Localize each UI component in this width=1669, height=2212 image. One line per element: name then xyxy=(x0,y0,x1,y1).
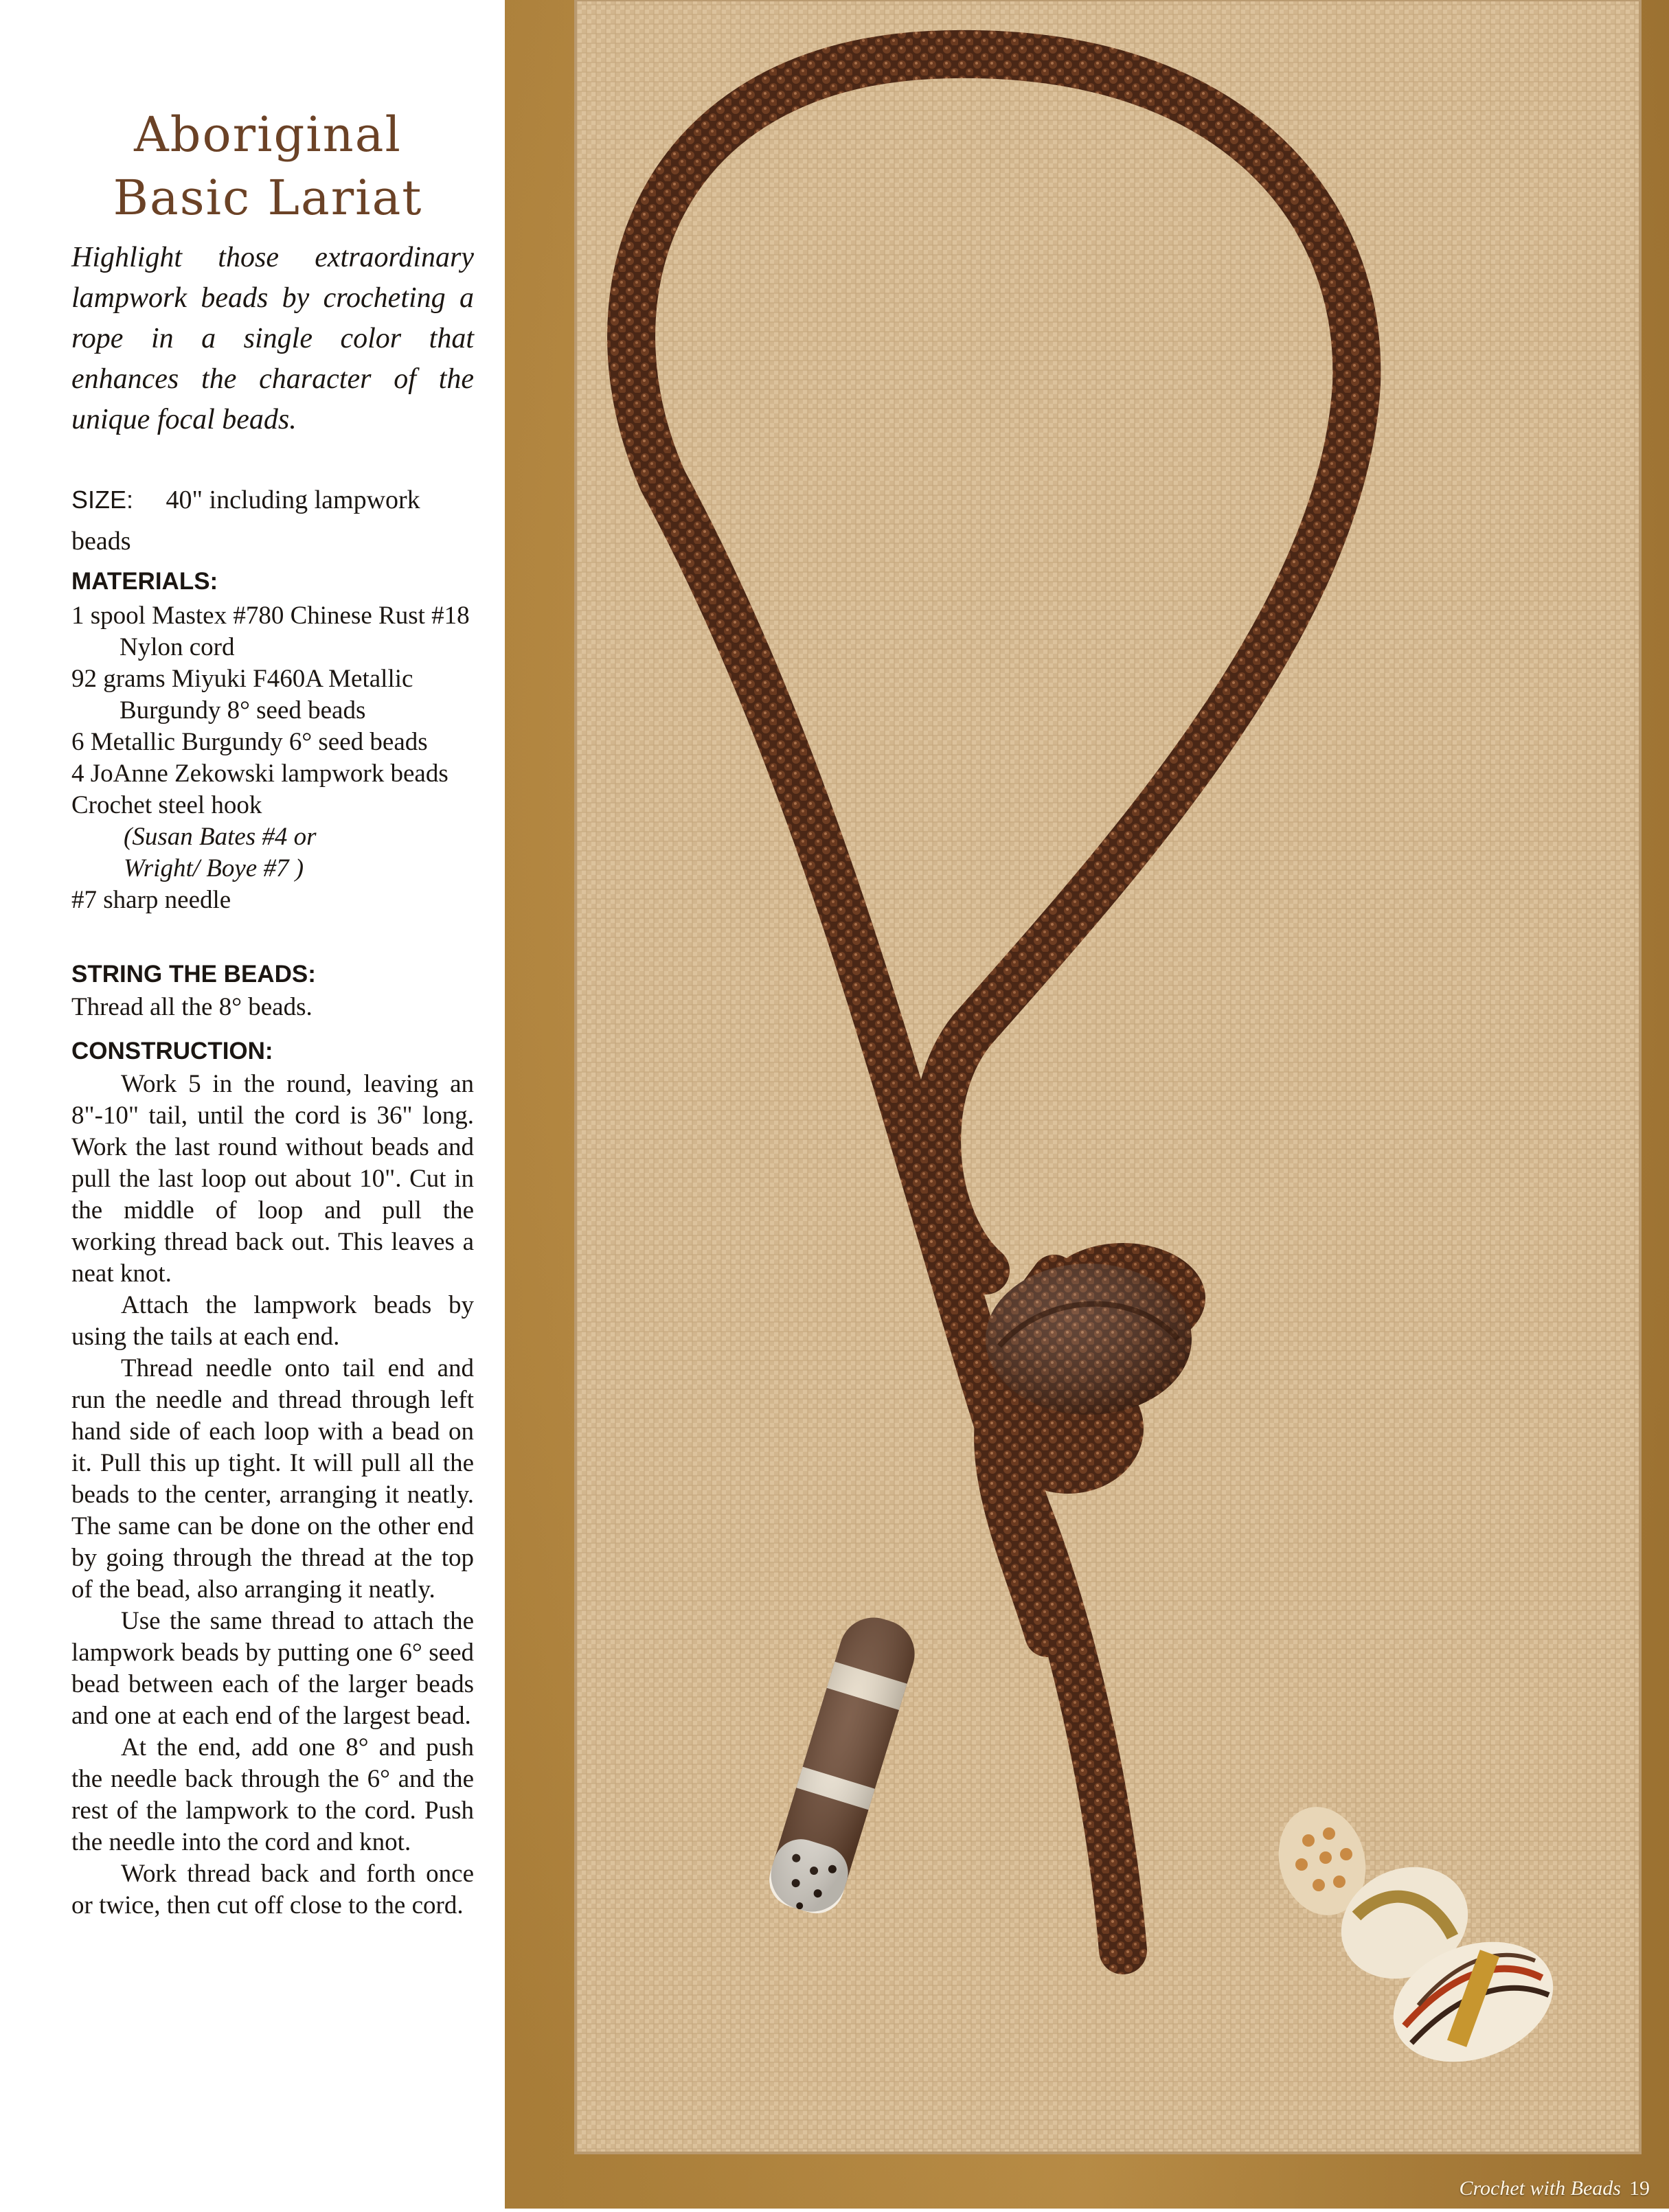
construction-paragraph: At the end, add one 8° and push the needle back through the 6° and the rest of the lampwork to the cord. Push the needle into the cord and knot. xyxy=(71,1733,474,1856)
material-item: Crochet steel hook xyxy=(71,791,262,819)
material-item: 1 spool Mastex #780 Chinese Rust #18 Nylon cord xyxy=(71,602,470,661)
construction-paragraph: Thread needle onto tail end and run the needle and thread through left hand side of each loop with a bead on it. Pull this up tight. It will pull all the beads to the center, arranging it neatly. The same can be done on the other end by going through the thread at the top of the bead, also arranging it neatly. xyxy=(71,1354,474,1604)
title-line-1: Aboriginal xyxy=(134,106,402,163)
material-item: 6 Metallic Burgundy 6° seed beads xyxy=(71,728,428,756)
construction-paragraph: Work thread back and forth once or twice, then cut off close to the cord. xyxy=(71,1860,474,1919)
material-item: Wright/ Boye #7 ) xyxy=(124,854,304,882)
size-line xyxy=(71,479,474,562)
lariat-photo xyxy=(505,0,1669,2209)
intro-text: Highlight those extraordinary lampwork beads by crocheting a rope in a single color that enhances the character of the unique focal beads. xyxy=(71,242,474,435)
material-item: #7 sharp needle xyxy=(71,886,231,914)
material-item: (Susan Bates #4 or xyxy=(124,823,317,851)
materials-heading: MATERIALS: xyxy=(71,568,218,595)
material-item: 4 JoAnne Zekowski lampwork beads xyxy=(71,760,449,788)
construction-paragraph: Work 5 in the round, leaving an 8"-10" tail, until the cord is 36" long. Work the last round without beads and pull the last loop out about 10". Cut in the middle of loop and pull the working thread back out. This leaves a neat knot. xyxy=(71,1070,474,1288)
construction-paragraph: Attach the lampwork beads by using the tails at each end. xyxy=(71,1291,474,1351)
page-footer xyxy=(1459,2177,1650,2200)
text-column xyxy=(0,0,505,2209)
string-heading: STRING THE BEADS: xyxy=(71,961,316,988)
page-title xyxy=(69,103,467,229)
material-item: 92 grams Miyuki F460A Metallic Burgundy 8° seed beads xyxy=(71,665,413,725)
book-title: Crochet with Beads xyxy=(1459,2177,1621,2200)
page-number: 19 xyxy=(1629,2177,1650,2200)
construction-heading: CONSTRUCTION: xyxy=(71,1038,273,1064)
title-line-2: Basic Lariat xyxy=(113,170,423,226)
materials-list xyxy=(71,600,484,916)
string-text: Thread all the 8° beads. xyxy=(71,993,313,1021)
size-value: 40" including lampwork beads xyxy=(71,486,420,556)
construction-paragraph: Use the same thread to attach the lampwork beads by putting one 6° seed bead between each of the larger beads and one at each end of the largest bead. xyxy=(71,1607,474,1730)
size-label: SIZE: xyxy=(71,486,134,514)
construction-body xyxy=(71,1069,474,1922)
